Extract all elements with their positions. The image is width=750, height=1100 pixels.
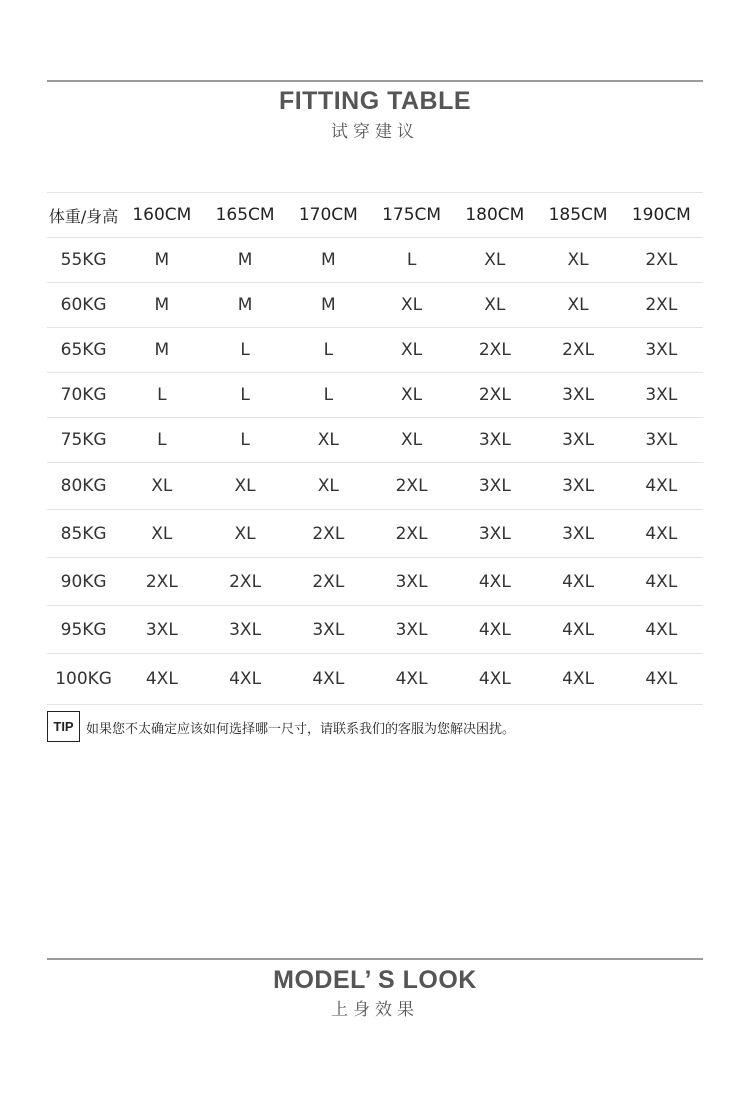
weight-cell: 65KG	[60, 340, 107, 360]
model-title: MODEL’ S LOOK	[273, 966, 477, 994]
size-cell: 3XL	[562, 476, 595, 496]
size-cell: 4XL	[478, 571, 511, 592]
size-cell: M	[320, 295, 336, 315]
size-cell: 2XL	[645, 295, 678, 315]
size-cell: XL	[484, 295, 506, 315]
size-cell: L	[240, 385, 250, 405]
size-cell: XL	[151, 476, 173, 496]
size-cell: 2XL	[229, 571, 262, 592]
size-cell: 3XL	[145, 619, 178, 640]
size-cell: 4XL	[562, 619, 595, 640]
table-body	[47, 238, 703, 705]
size-cell: 3XL	[395, 571, 428, 592]
size-cell: M	[154, 250, 170, 270]
size-cell: L	[323, 340, 334, 360]
size-cell: 3XL	[312, 619, 345, 640]
table-row	[47, 238, 703, 282]
size-table	[47, 192, 703, 705]
size-cell: 2XL	[478, 385, 511, 405]
size-cell: 3XL	[562, 523, 595, 544]
table-row	[47, 510, 703, 557]
size-cell: 2XL	[395, 523, 428, 544]
size-cell: L	[323, 385, 334, 405]
size-cell: XL	[317, 430, 339, 450]
size-cell: M	[237, 295, 253, 315]
size-cell: 4XL	[145, 669, 178, 689]
size-cell: 3XL	[645, 340, 678, 360]
size-cell: 2XL	[312, 571, 345, 592]
size-cell: XL	[401, 295, 423, 315]
size-cell: 4XL	[229, 669, 262, 689]
height-header: 165CM	[215, 205, 275, 225]
size-cell: L	[240, 340, 250, 360]
table-row	[47, 283, 703, 327]
size-cell: L	[157, 430, 167, 450]
size-cell: XL	[567, 250, 589, 270]
size-cell: L	[157, 385, 167, 405]
table-row	[47, 654, 703, 704]
size-cell: XL	[484, 250, 506, 270]
weight-cell: 70KG	[60, 385, 107, 405]
tip-text: 如果您不太确定应该如何选择哪一尺寸，请联系我们的客服为您解决困扰。	[86, 722, 516, 737]
table-header-row	[47, 193, 703, 237]
size-cell: 4XL	[478, 619, 511, 640]
size-cell: M	[154, 340, 170, 360]
size-cell: M	[154, 295, 170, 315]
size-cell: XL	[401, 385, 423, 405]
size-cell: 4XL	[645, 571, 678, 592]
fitting-title: FITTING TABLE	[278, 87, 472, 115]
table-row	[47, 418, 703, 462]
size-cell: L	[406, 250, 417, 270]
size-cell: 4XL	[395, 669, 428, 689]
weight-cell: 75KG	[60, 430, 107, 450]
size-cell: 2XL	[645, 250, 678, 270]
table-row	[47, 463, 703, 509]
size-cell: 3XL	[478, 523, 511, 544]
size-cell: 4XL	[645, 476, 678, 496]
size-cell: XL	[401, 340, 423, 360]
height-header: 160CM	[132, 205, 192, 225]
size-cell: XL	[234, 523, 256, 544]
model-subtitle: 上身效果	[331, 1000, 419, 1020]
table-row	[47, 328, 703, 372]
size-cell: 2XL	[395, 476, 428, 496]
weight-cell: 55KG	[60, 250, 107, 270]
size-cell: 4XL	[562, 571, 595, 592]
tip-badge: TIP	[47, 711, 80, 742]
size-cell: 3XL	[645, 385, 678, 405]
size-cell: L	[240, 430, 250, 450]
size-cell: 2XL	[312, 523, 345, 544]
size-cell: M	[237, 250, 253, 270]
size-cell: XL	[234, 476, 256, 496]
size-cell: XL	[401, 430, 423, 450]
table-line	[47, 704, 703, 705]
fitting-subtitle: 试穿建议	[331, 122, 419, 142]
height-header: 190CM	[631, 205, 691, 225]
size-cell: XL	[567, 295, 589, 315]
top-divider	[47, 80, 703, 82]
height-header: 180CM	[465, 205, 525, 225]
size-cell: 3XL	[478, 430, 511, 450]
size-cell: 4XL	[645, 619, 678, 640]
size-cell: 3XL	[562, 385, 595, 405]
size-cell: 3XL	[562, 430, 595, 450]
size-cell: 4XL	[645, 669, 678, 689]
size-cell: 3XL	[478, 476, 511, 496]
corner-label: 体重/身高	[48, 206, 119, 226]
size-cell: 4XL	[645, 523, 678, 544]
height-header: 175CM	[382, 205, 442, 225]
weight-cell: 85KG	[60, 523, 107, 544]
bottom-divider	[47, 958, 703, 960]
weight-cell: 80KG	[60, 476, 107, 496]
table-row	[47, 606, 703, 653]
weight-cell: 60KG	[60, 295, 107, 315]
size-cell: 2XL	[478, 340, 511, 360]
size-cell: 4XL	[312, 669, 345, 689]
table-row	[47, 558, 703, 605]
height-header: 185CM	[548, 205, 608, 225]
weight-cell: 95KG	[60, 619, 107, 640]
size-cell: 3XL	[229, 619, 262, 640]
size-cell: 3XL	[395, 619, 428, 640]
height-header: 170CM	[298, 205, 358, 225]
size-cell: XL	[151, 523, 173, 544]
size-cell: 2XL	[145, 571, 178, 592]
size-cell: 4XL	[562, 669, 595, 689]
size-cell: 4XL	[478, 669, 511, 689]
weight-cell: 100KG	[55, 669, 112, 689]
size-cell: 2XL	[562, 340, 595, 360]
size-cell: M	[320, 250, 336, 270]
size-cell: XL	[317, 476, 339, 496]
size-cell: 3XL	[645, 430, 678, 450]
weight-cell: 90KG	[60, 571, 107, 592]
table-row	[47, 373, 703, 417]
